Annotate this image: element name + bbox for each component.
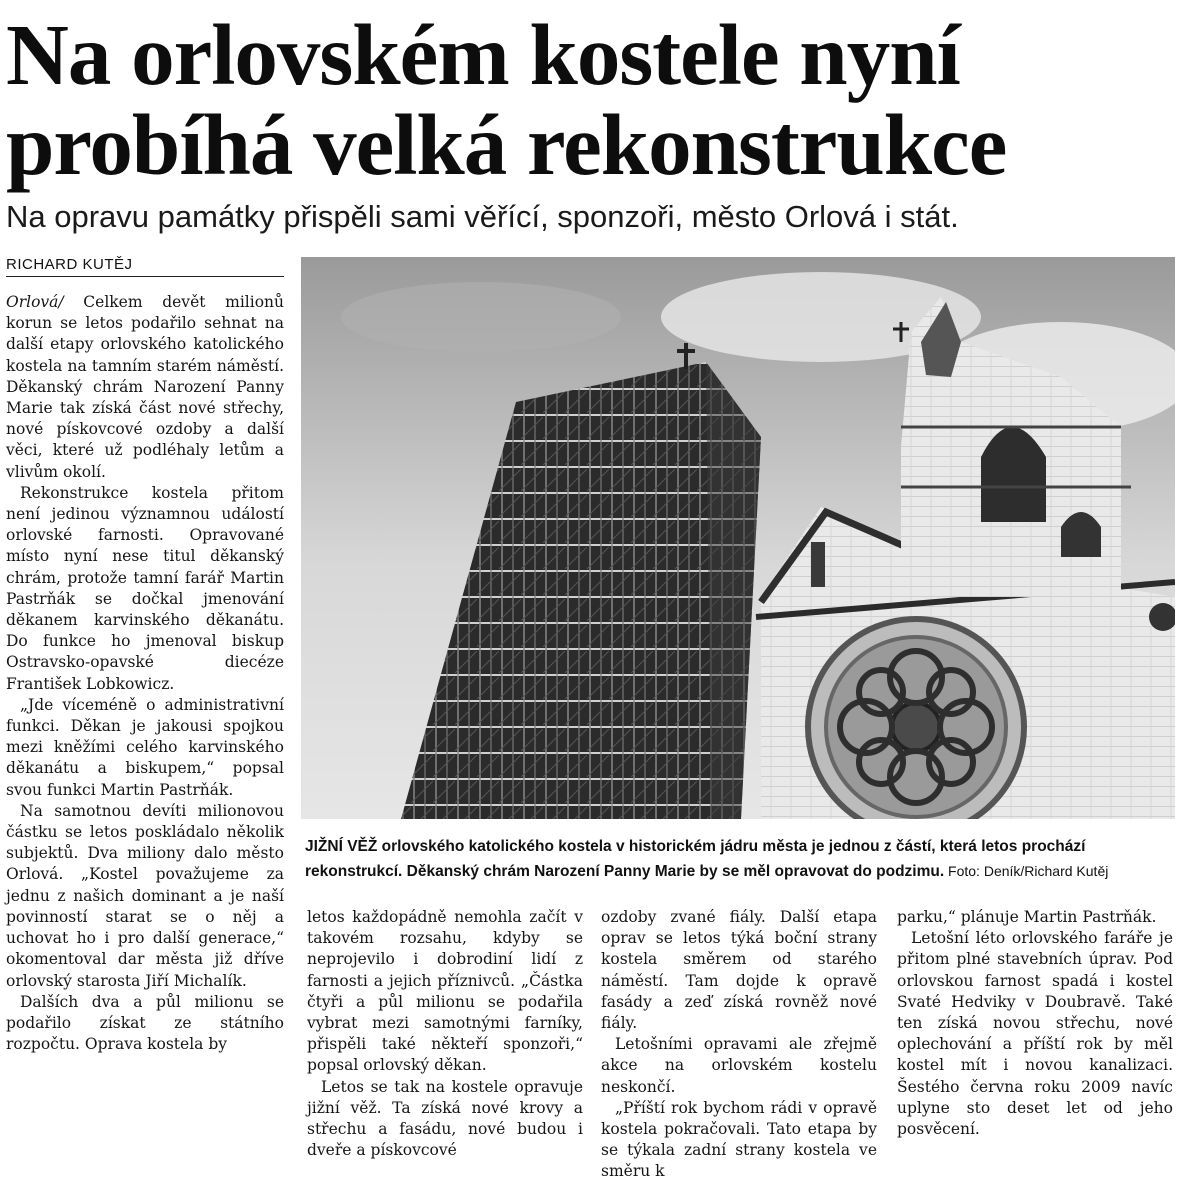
article-column-2 — [307, 907, 583, 1161]
church-photo-image — [301, 257, 1175, 819]
paragraph: Letošními opravami ale zřejmě akce na orlovském kostelu neskončí. — [601, 1035, 877, 1096]
headline-line-2: probíhá velká rekonstrukce — [6, 96, 1007, 193]
church-photo — [301, 257, 1175, 819]
paragraph: „Příští rok bychom rádi v opravě kostela pokračovali. Tato etapa by se týkala zadní strany kostela ve směru k — [601, 1098, 877, 1181]
paragraph: Rekonstrukce kostela přitom není jedinou významnou událostí orlovské farnosti. Opravované místo nyní nese titul děkanský chrám, protože tamní farář Martin Pastrňák se dočkal jmenování děkanem karvinského děkanátu. Do funkce ho jmenoval biskup Ostravsko-opavské diecéze František Lobkowicz. — [6, 483, 284, 693]
subheadline: Na opravu památky přispěli sami věřící, sponzoři, město Orlová i stát. — [6, 199, 959, 234]
paragraph: Letošní léto orlovského faráře je přitom plné stavebních úprav. Pod orlovskou farnost spadá i kostel Svaté Hedviky v Doubravě. Také ten získá novou střechu, nové oplechování a příští rok by měl kostel mít i novou kanalizaci. Šestého června roku 2009 navíc uplyne sto deset let od jeho posvěcení. — [897, 929, 1173, 1139]
caption-text: orlovského katolického kostela v historickém jádru města je jednou z částí, která letos prochází rekonstrukcí. Děkanský chrám Narození Panny Marie by se měl opravovat do podzimu. — [305, 838, 1086, 880]
paragraph: parku,“ plánuje Martin Pastrňák. — [897, 908, 1157, 926]
paragraph-text: Celkem devět milionů korun se letos podařilo sehnat na další etapy orlovského katolického kostela na tamním starém náměstí. Děkanský chrám Narození Panny Marie tak získá část nové střechy, nové pískovcové ozdoby a další věci, které už podléhaly letům a vlivům okolí. — [6, 293, 284, 481]
paragraph — [6, 292, 284, 483]
byline: RICHARD KUTĚJ — [6, 256, 284, 277]
headline-line-1: Na orlovském kostele nyní — [6, 6, 960, 103]
paragraph: Letos se tak na kostele opravuje jižní věž. Ta získá nové krovy a střechu a fasádu, nové budou i dveře a pískovcové — [307, 1077, 583, 1160]
paragraph: ozdoby zvané fiály. Další etapa oprav se letos týká boční strany kostela směrem od starého náměstí. Tam dojde k opravě fasády a zeď získá rovněž nové fiály. — [601, 908, 877, 1033]
article-column-4 — [897, 907, 1173, 1140]
paragraph: Dalších dva a půl milionu se podařilo získat ze státního rozpočtu. Oprava kostela by — [6, 992, 284, 1054]
article-column-1 — [6, 292, 284, 1055]
dateline: Orlová/ — [6, 293, 64, 311]
article-column-3 — [601, 907, 877, 1183]
photo-credit: Foto: Deník/Richard Kutěj — [944, 863, 1109, 879]
caption-lead: JIŽNÍ VĚŽ — [305, 838, 378, 855]
paragraph: Na samotnou devíti milionovou částku se letos poskládalo několik subjektů. Dva miliony dalo město Orlová. „Kostel považujeme za jednu z našich dominant a je naší povinností starat se o něj a uchovat ho i pro další generace,“ okomentoval dar města již dříve orlovský starosta Jiří Michalík. — [6, 801, 284, 990]
paragraph: „Jde víceméně o administrativní funkci. Děkan je jakousi spojkou mezi kněžími celého karvinského děkanátu a biskupem,“ popsal svou funkci Martin Pastrňák. — [6, 695, 284, 799]
headline — [6, 6, 1166, 193]
photo-caption — [305, 835, 1167, 884]
paragraph: letos každopádně nemohla začít v takovém rozsahu, kdyby se neprojevilo i dobrodiní lidí z farnosti a jejich příznivců. „Částka čtyři a půl milionu se podařila vybrat mezi samotnými farníky, přispěli také někteří sponzoři,“ popsal orlovský děkan. — [307, 908, 583, 1075]
